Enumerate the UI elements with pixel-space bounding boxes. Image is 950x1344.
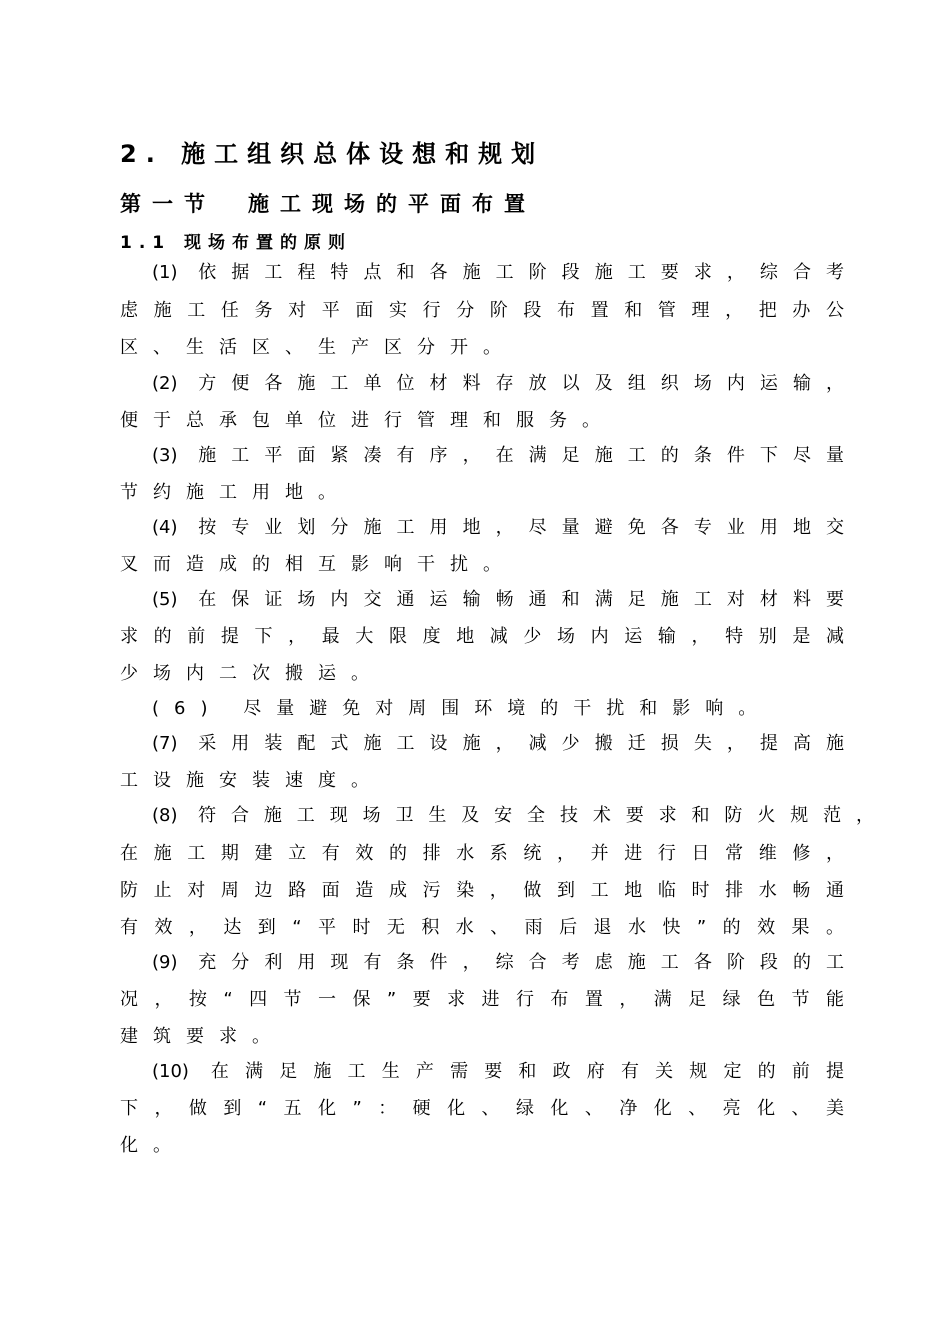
paragraph-line: 在施工期建立有效的排水系统，并进行日常维修，: [120, 843, 844, 864]
paragraph-line: 叉而造成的相互影响干扰。: [120, 554, 516, 575]
paragraph-line: 防止对周边路面造成污染，做到工地临时排水畅通: [120, 880, 844, 901]
paragraph-line: 区、生活区、生产区分开。: [120, 337, 516, 358]
paragraph-line: 节约施工用地。: [120, 482, 351, 503]
paragraph-line: 建筑要求。: [120, 1026, 285, 1047]
subsection-title: 1.1 现场布置的原则: [120, 233, 353, 253]
paragraph-line: 求的前提下，最大限度地减少场内运输，特别是减: [120, 626, 844, 647]
paragraph-line: 工设施安装速度。: [120, 770, 384, 791]
paragraph-line: 化。: [120, 1135, 186, 1156]
paragraph-line: 虑施工任务对平面实行分阶段布置和管理，把办公: [120, 300, 844, 321]
paragraph-line: (4) 按专业划分施工用地，尽量避免各专业用地交: [152, 517, 844, 538]
paragraph-line: 下，做到“五化”：硬化、绿化、净化、亮化、美: [120, 1098, 844, 1119]
paragraph-line: 有效，达到“平时无积水、雨后退水快”的效果。: [120, 917, 844, 938]
paragraph-line: (7) 采用装配式施工设施，减少搬迁损失，提高施: [152, 733, 844, 754]
paragraph-line: (5) 在保证场内交通运输畅通和满足施工对材料要: [152, 589, 844, 610]
paragraph-line: (3) 施工平面紧凑有序，在满足施工的条件下尽量: [152, 445, 844, 466]
paragraph-line: (1) 依据工程特点和各施工阶段施工要求，综合考: [152, 262, 844, 283]
document-title: 2. 施工组织总体设想和规划: [120, 140, 545, 168]
paragraph-line: (6) 尽量避免对周围环境的干扰和影响。: [152, 698, 772, 719]
paragraph-line: (9) 充分利用现有条件，综合考虑施工各阶段的工: [152, 952, 844, 973]
paragraph-line: (2) 方便各施工单位材料存放以及组织场内运输，: [152, 373, 844, 394]
paragraph-line: (8) 符合施工现场卫生及安全技术要求和防火规范，: [152, 805, 874, 826]
paragraph-line: (10) 在满足施工生产需要和政府有关规定的前提: [152, 1061, 844, 1082]
paragraph-line: 便于总承包单位进行管理和服务。: [120, 410, 615, 431]
section-title: 第一节 施工现场的平面布置: [120, 192, 536, 216]
paragraph-line: 况，按“四节一保”要求进行布置，满足绿色节能: [120, 989, 844, 1010]
paragraph-line: 少场内二次搬运。: [120, 663, 384, 684]
